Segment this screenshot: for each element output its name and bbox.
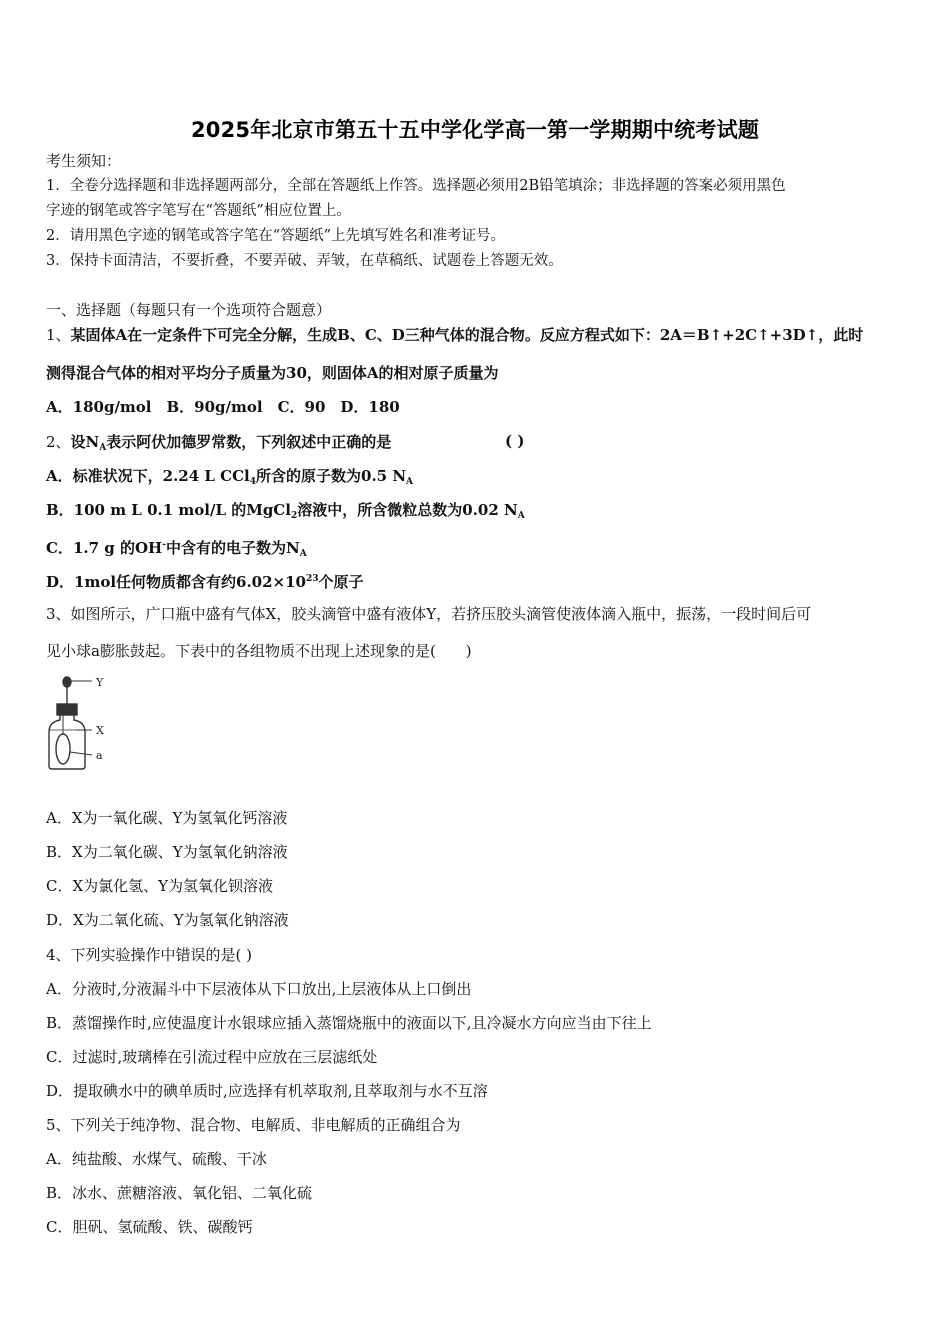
figure-label-a: a bbox=[96, 749, 103, 762]
q2-stem-text-a: 设N bbox=[70, 433, 100, 451]
q2-option-b-sub-1: 2 bbox=[290, 511, 298, 521]
q2-option-d-text-2: 个原子 bbox=[318, 573, 364, 591]
q3-line-1 bbox=[46, 604, 811, 624]
q1-options: A．180g/mol B．90g/mol C．90 D．180 bbox=[46, 398, 400, 416]
q5-option-b: B．冰水、蔗糖溶液、氧化铝、二氧化硫 bbox=[46, 1184, 313, 1202]
q2-stem-text-b: 表示阿伏加德罗常数，下列叙述中正确的是 bbox=[106, 433, 392, 451]
q3-line-2: 见小球a膨胀鼓起。下表中的各组物质不出现上述现象的是( ) bbox=[46, 642, 472, 660]
dropper-bulb bbox=[63, 677, 71, 687]
q3-stem-1: 如图所示，广口瓶中盛有气体X，胶头滴管中盛有液体Y，若挤压胶头滴管使液体滴入瓶中，振荡，一段时间后可 bbox=[70, 605, 812, 623]
q2-option-a-text-2: 所含的原子数为0.5 N bbox=[256, 467, 407, 485]
q3-option-c: C．X为氯化氢、Y为氢氧化钡溶液 bbox=[46, 877, 274, 895]
q1-line-2: 测得混合气体的相对平均分子质量为30，则固体A的相对原子质量为 bbox=[46, 364, 499, 382]
q2-answer-paren: ( ) bbox=[505, 432, 525, 450]
q4-stem-text: 下列实验操作中错误的是( ) bbox=[70, 946, 253, 964]
balloon bbox=[56, 734, 70, 764]
q3-option-a: A．X为一氧化碳、Y为氢氧化钙溶液 bbox=[46, 809, 288, 827]
q2-option-c-sub: A bbox=[299, 549, 307, 559]
q2-option-b-text-2: 溶液中，所含微粒总数为0.02 N bbox=[297, 501, 518, 519]
q2-option-c-text-2: 中含有的电子数为N bbox=[165, 539, 300, 557]
q2-stem-sub: A bbox=[99, 443, 107, 453]
q2-option-a-sub-2: A bbox=[406, 477, 414, 487]
q2-option-c-sup: - bbox=[162, 540, 166, 550]
q2-option-a-sub-1: 4 bbox=[249, 477, 257, 487]
notice-heading: 考生须知： bbox=[46, 152, 122, 170]
notice-line-1b: 字迹的钢笔或答字笔写在“答题纸”相应位置上。 bbox=[46, 203, 351, 219]
q3-option-d: D．X为二氧化硫、Y为氢氧化钠溶液 bbox=[46, 911, 289, 929]
q2-option-b-sub-2: A bbox=[517, 511, 525, 521]
q2-option-a bbox=[46, 466, 413, 492]
q1-line-1 bbox=[46, 325, 863, 345]
notice-line-3: 3．保持卡面清洁，不要折叠，不要弄破、弄皱，在草稿纸、试题卷上答题无效。 bbox=[46, 253, 563, 269]
leader-line-a bbox=[70, 752, 92, 755]
q5-option-c: C．胆矾、氢硫酸、铁、碳酸钙 bbox=[46, 1218, 253, 1236]
section-heading: 一、选择题（每题只有一个选项符合题意） bbox=[46, 301, 332, 319]
q2-option-d bbox=[46, 569, 364, 592]
figure-label-y: Y bbox=[96, 676, 104, 689]
q4-option-b: B．蒸馏操作时,应使温度计水银球应插入蒸馏烧瓶中的液面以下,且冷凝水方向应当由下往上 bbox=[46, 1014, 652, 1032]
q5-stem bbox=[46, 1115, 461, 1135]
q4-option-a: A．分液时,分液漏斗中下层液体从下口放出,上层液体从上口倒出 bbox=[46, 980, 472, 998]
q3-number: 3、 bbox=[46, 605, 71, 623]
notice-line-1a: 1．全卷分选择题和非选择题两部分，全部在答题纸上作答。选择题必须用2B铅笔填涂；非选择题的答案必须用黑色 bbox=[46, 178, 786, 194]
q2-option-b-text-1: B．100 m L 0.1 mol/L 的MgCl bbox=[46, 501, 291, 519]
q4-option-d: D．提取碘水中的碘单质时,应选择有机萃取剂,且萃取剂与水不互溶 bbox=[46, 1082, 488, 1100]
q5-stem-text: 下列关于纯净物、混合物、电解质、非电解质的正确组合为 bbox=[70, 1116, 461, 1134]
q4-number: 4、 bbox=[46, 946, 71, 964]
q2-option-d-sup: 23 bbox=[306, 574, 319, 584]
q1-stem-1: 某固体A在一定条件下可完全分解，生成B、C、D三种气体的混合物。反应方程式如下：2A＝B↑+2C↑+3D↑，此时 bbox=[70, 326, 864, 344]
q2-option-d-text-1: D．1mol任何物质都含有约6.02×10 bbox=[46, 573, 306, 591]
figure-label-x: X bbox=[96, 724, 104, 737]
q2-option-c-text-1: C．1.7 g 的OH bbox=[46, 539, 163, 557]
q2-option-a-text-1: A．标准状况下，2.24 L CCl bbox=[46, 467, 250, 485]
q2-option-b bbox=[46, 500, 525, 526]
q2-stem bbox=[46, 432, 391, 458]
apparatus-figure bbox=[40, 672, 120, 776]
q5-number: 5、 bbox=[46, 1116, 71, 1134]
notice-line-2: 2．请用黑色字迹的钢笔或答字笔在“答题纸”上先填写姓名和准考证号。 bbox=[46, 228, 506, 244]
q1-number: 1、 bbox=[46, 326, 71, 344]
page-title: 2025年北京市第五十五中学化学高一第一学期期中统考试题 bbox=[190, 118, 760, 142]
q4-stem bbox=[46, 945, 252, 965]
q5-option-a: A．纯盐酸、水煤气、硫酸、干冰 bbox=[46, 1150, 267, 1168]
q2-option-c bbox=[46, 535, 307, 564]
q2-number: 2、 bbox=[46, 433, 71, 451]
q3-option-b: B．X为二氧化碳、Y为氢氧化钠溶液 bbox=[46, 843, 288, 861]
stopper bbox=[57, 704, 77, 715]
q4-option-c: C．过滤时,玻璃棒在引流过程中应放在三层滤纸处 bbox=[46, 1048, 378, 1066]
